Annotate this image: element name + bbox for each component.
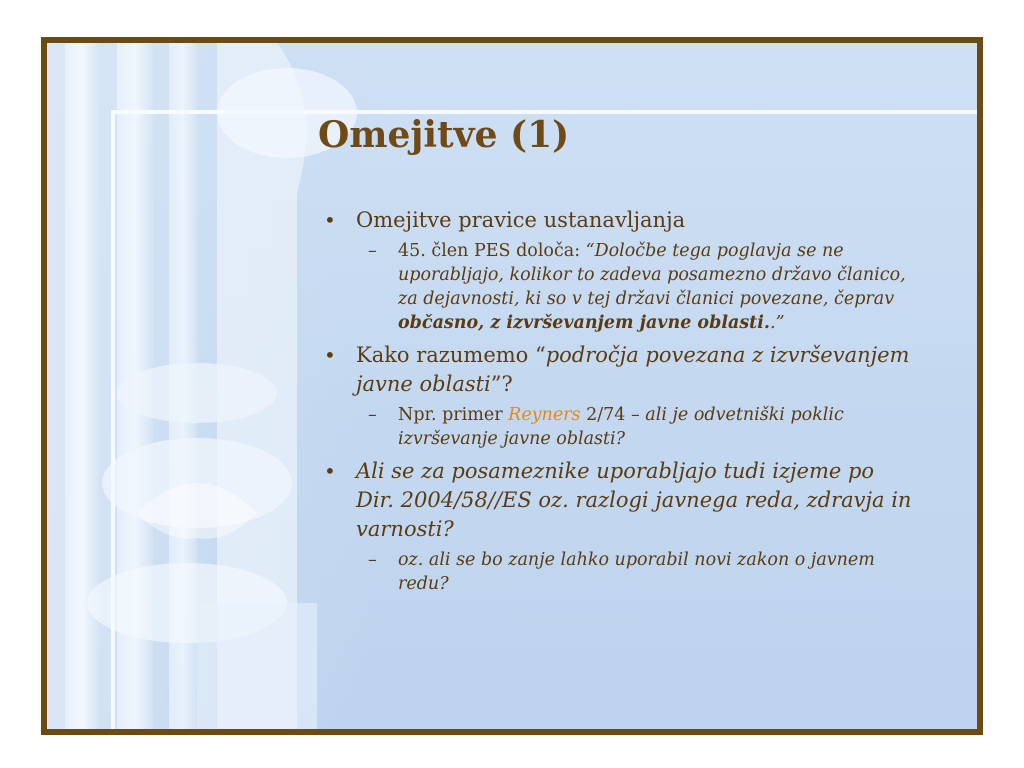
bullet-item-1 <box>318 206 918 235</box>
sub-text-italic: oz. ali se bo zanje lahko uporabil novi zakon o javnem redu? <box>398 550 875 594</box>
sub-text-bold: občasno, z izvrševanjem javne oblasti. <box>398 313 770 333</box>
bullet-text-prefix: Kako razumemo “ <box>356 343 546 367</box>
bullet-text-italic: Ali se za posameznike uporabljajo tudi izjeme po Dir. 2004/58//ES oz. razlogi javnega reda, zdravja in varnosti? <box>356 459 912 541</box>
bullet-item-2 <box>318 341 918 399</box>
sub-item-3-1 <box>318 548 918 596</box>
dash-icon: – <box>368 241 377 261</box>
bullet-text-end: ”? <box>490 372 513 396</box>
slide-title: Omejitve (1) <box>318 114 570 156</box>
sub-text-end: .” <box>770 313 785 333</box>
sub-text-middle: 2/74 – <box>580 405 646 425</box>
bullet-text-italic: področja povezana z izvrševanjem javne oblasti <box>356 343 910 396</box>
sub-item-2-1 <box>318 403 918 451</box>
reyners-link[interactable]: Reyners <box>508 405 581 425</box>
sub-text-prefix: 45. člen PES določa: <box>398 241 586 261</box>
dash-icon: – <box>368 550 377 570</box>
bullet-icon: • <box>324 459 336 483</box>
bullet-item-3 <box>318 457 918 544</box>
sub-text-prefix: Npr. primer <box>398 405 509 425</box>
bullet-icon: • <box>324 208 336 232</box>
slide-content <box>318 206 918 602</box>
sub-text-italic: ali je odvetniški poklic izvrševanje javne oblasti? <box>398 405 844 449</box>
bullet-text: Omejitve pravice ustanavljanja <box>356 208 686 232</box>
dash-icon: – <box>368 405 377 425</box>
sub-text-quote: “Določbe tega poglavja se ne uporabljajo, kolikor to zadeva posamezno državo članico, za dejavnosti, ki so v tej državi članici povezane, čeprav <box>398 241 906 309</box>
bullet-icon: • <box>324 343 336 367</box>
sub-item-1-1 <box>318 239 918 335</box>
